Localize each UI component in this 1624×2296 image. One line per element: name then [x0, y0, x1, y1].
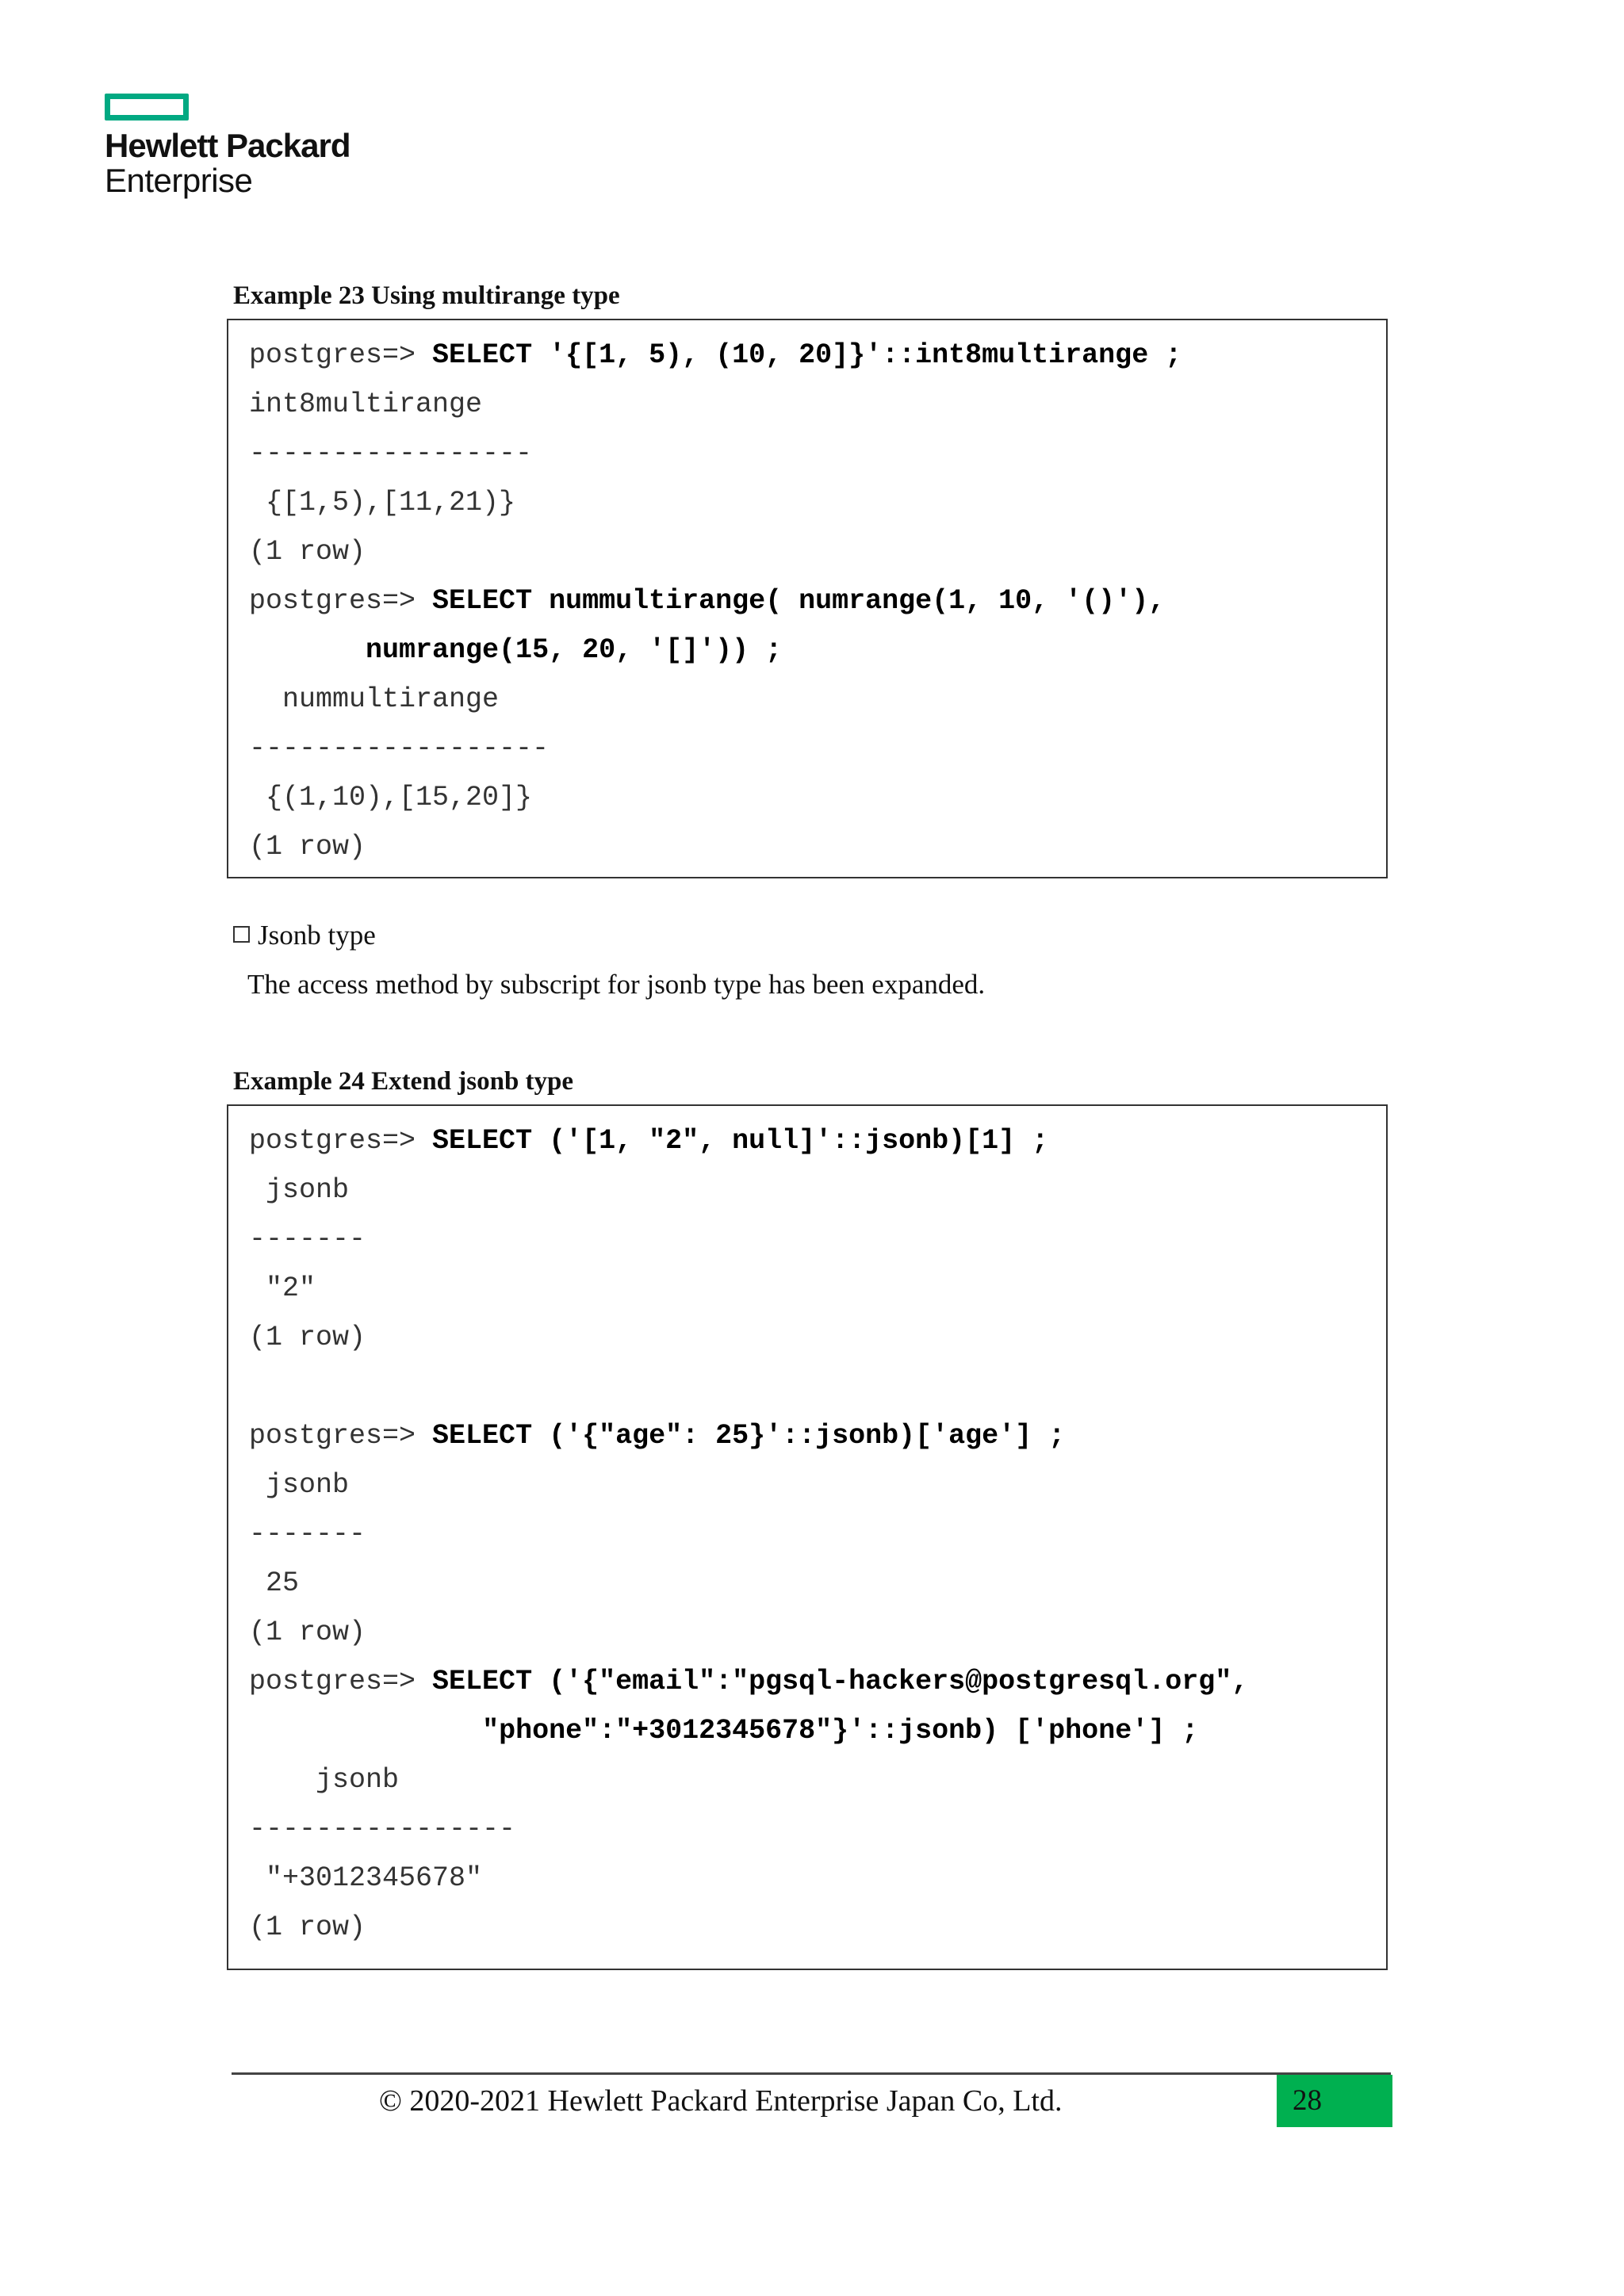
code-line — [249, 1322, 366, 1353]
code-plain-text: ------- — [249, 1518, 366, 1550]
code-plain-text: (1 row) — [249, 536, 366, 568]
code-plain-text: postgres=> — [249, 585, 433, 617]
code-line — [249, 1666, 1248, 1697]
code-plain-text: "+3012345678" — [249, 1862, 483, 1894]
code-command-text: "phone":"+3012345678"}'::jsonb) ['phone'] ; — [482, 1715, 1199, 1747]
code-line — [249, 487, 515, 519]
code-line — [249, 831, 366, 863]
example-24-code-block — [227, 1104, 1388, 1970]
code-line — [249, 1617, 366, 1648]
code-line — [249, 585, 1165, 617]
code-line — [249, 1715, 1198, 1747]
code-plain-text: ---------------- — [249, 1813, 516, 1845]
code-plain-text: (1 row) — [249, 1911, 366, 1943]
example-23-code-block — [227, 319, 1388, 878]
section-heading-text: Jsonb type — [258, 920, 376, 951]
code-plain-text: (1 row) — [249, 1617, 366, 1648]
hpe-logo — [105, 94, 350, 199]
code-command-text: SELECT '{[1, 5), (10, 20]}'::int8multirange ; — [432, 339, 1182, 371]
code-plain-text: int8multirange — [249, 388, 483, 420]
checkbox-bullet-icon — [233, 926, 250, 943]
code-command-text: SELECT ('[1, "2", null]'::jsonb)[1] ; — [432, 1125, 1049, 1157]
code-line — [249, 1567, 299, 1599]
code-plain-text: "2" — [249, 1272, 316, 1304]
code-line — [249, 1272, 316, 1304]
code-line — [249, 733, 549, 764]
code-plain-text: jsonb — [249, 1469, 350, 1501]
code-plain-text: {[1,5),[11,21)} — [249, 487, 516, 519]
code-plain-text: (1 row) — [249, 831, 366, 863]
code-line — [249, 339, 1182, 371]
code-plain-text: ------- — [249, 1223, 366, 1255]
code-line — [249, 1125, 1048, 1157]
code-command-text: SELECT ('{"age": 25}'::jsonb)['age'] ; — [432, 1420, 1066, 1452]
example-24-caption: Example 24 Extend jsonb type — [233, 1067, 574, 1096]
code-line — [249, 683, 499, 715]
footer-copyright: © 2020-2021 Hewlett Packard Enterprise Japan Co, Ltd. — [379, 2084, 1063, 2118]
code-line — [249, 388, 482, 420]
code-line — [249, 634, 782, 666]
code-plain-text: postgres=> — [249, 339, 433, 371]
code-plain-text — [249, 634, 366, 666]
code-plain-text: ----------------- — [249, 438, 533, 469]
code-plain-text: postgres=> — [249, 1125, 433, 1157]
code-line — [249, 1518, 366, 1550]
code-plain-text: jsonb — [249, 1764, 400, 1796]
code-plain-text: ------------------ — [249, 733, 550, 764]
code-plain-text: (1 row) — [249, 1322, 366, 1353]
code-line — [249, 1469, 349, 1501]
code-plain-text: 25 — [249, 1567, 300, 1599]
section-paragraph: The access method by subscript for jsonb type has been expanded. — [247, 969, 986, 1000]
example-23-caption: Example 23 Using multirange type — [233, 281, 620, 310]
code-plain-text: jsonb — [249, 1174, 350, 1206]
code-plain-text — [249, 1715, 482, 1747]
logo-text-line1: Hewlett Packard — [105, 127, 350, 164]
code-line — [249, 1911, 366, 1943]
code-line — [249, 1174, 349, 1206]
code-plain-text: {(1,10),[15,20]} — [249, 782, 533, 813]
code-line — [249, 782, 532, 813]
page-number: 28 — [1277, 2075, 1392, 2127]
code-command-text: SELECT ('{"email":"pgsql-hackers@postgresql.org", — [432, 1666, 1249, 1697]
code-line — [249, 1862, 482, 1894]
code-plain-text: postgres=> — [249, 1666, 433, 1697]
code-plain-text: postgres=> — [249, 1420, 433, 1452]
code-line — [249, 536, 366, 568]
code-plain-text: nummultirange — [249, 683, 500, 715]
logo-bar-icon — [105, 94, 189, 121]
code-line — [249, 1420, 1065, 1452]
code-line — [249, 438, 532, 469]
code-command-text: numrange(15, 20, '[]')) ; — [366, 634, 783, 666]
footer-divider — [232, 2072, 1391, 2075]
logo-text-line2: Enterprise — [105, 162, 253, 199]
code-line — [249, 1223, 366, 1255]
code-command-text: SELECT nummultirange( numrange(1, 10, '()'), — [432, 585, 1166, 617]
code-line — [249, 1764, 399, 1796]
code-line — [249, 1813, 515, 1845]
section-heading — [233, 920, 376, 951]
